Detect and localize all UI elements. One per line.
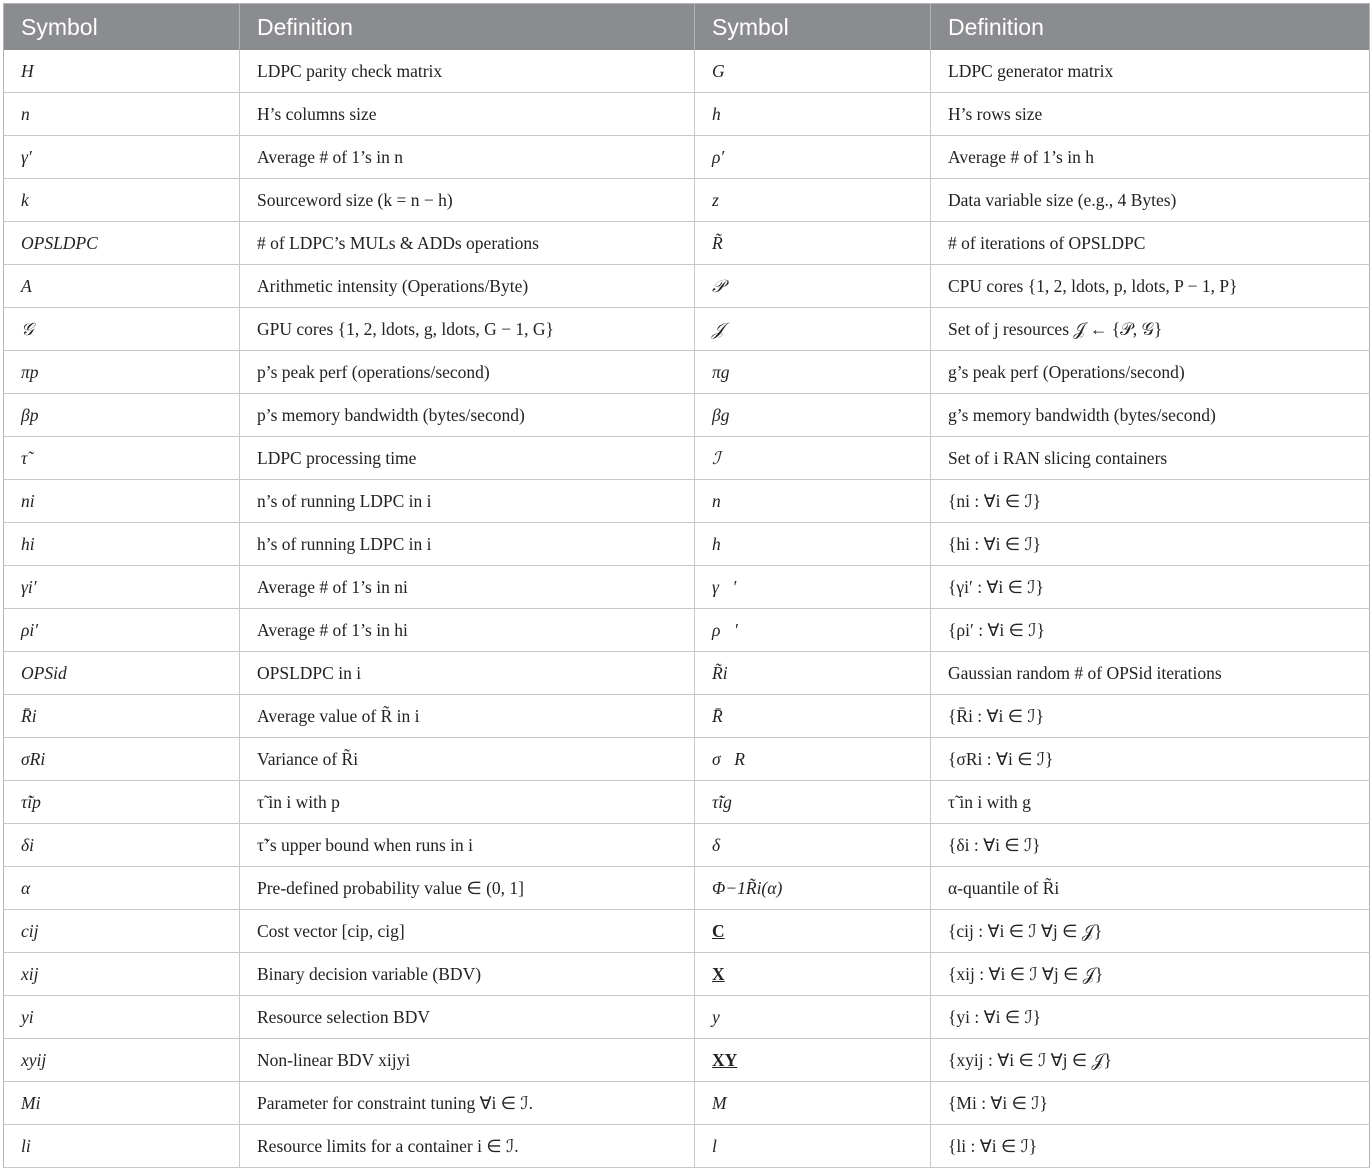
symbol-cell: α bbox=[4, 867, 240, 910]
table-row bbox=[4, 93, 1370, 136]
symbol-cell: γi′ bbox=[4, 566, 240, 609]
definition-cell: τ̃’s upper bound when runs in i bbox=[240, 824, 695, 867]
symbol-cell: ρi′ bbox=[4, 609, 240, 652]
definition-cell: Resource selection BDV bbox=[240, 996, 695, 1039]
symbol-cell: Mi bbox=[4, 1082, 240, 1125]
table-row bbox=[4, 953, 1370, 996]
symbol-cell: γ⃗′ bbox=[695, 566, 931, 609]
definition-cell: {R̄i : ∀i ∈ ℐ} bbox=[931, 695, 1370, 738]
definition-cell: Average # of 1’s in h bbox=[931, 136, 1370, 179]
symbol-cell: ρ′ bbox=[695, 136, 931, 179]
symbol-cell: δ⃗ bbox=[695, 824, 931, 867]
symbol-cell: τ̃ip bbox=[4, 781, 240, 824]
table-row bbox=[4, 910, 1370, 953]
definition-cell: OPSLDPC in i bbox=[240, 652, 695, 695]
definition-cell: {ni : ∀i ∈ ℐ} bbox=[931, 480, 1370, 523]
table-row bbox=[4, 437, 1370, 480]
symbol-cell: δi bbox=[4, 824, 240, 867]
symbol-cell: σRi bbox=[4, 738, 240, 781]
definition-cell: Pre-defined probability value ∈ (0, 1] bbox=[240, 867, 695, 910]
definition-cell: Sourceword size (k = n − h) bbox=[240, 179, 695, 222]
table-row bbox=[4, 824, 1370, 867]
symbol-cell: R̃i bbox=[695, 652, 931, 695]
table-row bbox=[4, 1082, 1370, 1125]
table-row bbox=[4, 179, 1370, 222]
symbol-cell: k bbox=[4, 179, 240, 222]
definition-cell: {xyij : ∀i ∈ ℐ ∀j ∈ 𝒥} bbox=[931, 1039, 1370, 1082]
table-row bbox=[4, 265, 1370, 308]
symbol-cell: cij bbox=[4, 910, 240, 953]
symbol-cell: OPSid bbox=[4, 652, 240, 695]
definition-cell: Data variable size (e.g., 4 Bytes) bbox=[931, 179, 1370, 222]
definition-cell: {γi′ : ∀i ∈ ℐ} bbox=[931, 566, 1370, 609]
symbol-cell: ρ⃗′ bbox=[695, 609, 931, 652]
table-row bbox=[4, 652, 1370, 695]
definition-cell: {yi : ∀i ∈ ℐ} bbox=[931, 996, 1370, 1039]
symbol-cell: πp bbox=[4, 351, 240, 394]
table-row bbox=[4, 781, 1370, 824]
definition-cell: {Mi : ∀i ∈ ℐ} bbox=[931, 1082, 1370, 1125]
symbol-cell: βp bbox=[4, 394, 240, 437]
definition-cell: LDPC parity check matrix bbox=[240, 50, 695, 93]
symbol-cell: A bbox=[4, 265, 240, 308]
definition-cell: GPU cores {1, 2, ldots, g, ldots, G − 1, G} bbox=[240, 308, 695, 351]
symbol-cell: n⃗ bbox=[695, 480, 931, 523]
symbol-cell: n bbox=[4, 93, 240, 136]
symbol-cell: l⃗ bbox=[695, 1125, 931, 1168]
definition-cell: {σRi : ∀i ∈ ℐ} bbox=[931, 738, 1370, 781]
definition-cell: Binary decision variable (BDV) bbox=[240, 953, 695, 996]
definition-cell: H’s columns size bbox=[240, 93, 695, 136]
header-row bbox=[4, 4, 1370, 51]
symbol-cell: z bbox=[695, 179, 931, 222]
header-definition-2: Definition bbox=[931, 4, 1370, 51]
definition-cell: Variance of R̃i bbox=[240, 738, 695, 781]
symbol-cell: C bbox=[695, 910, 931, 953]
table-row bbox=[4, 50, 1370, 93]
definition-cell: Set of i RAN slicing containers bbox=[931, 437, 1370, 480]
definition-cell: {hi : ∀i ∈ ℐ} bbox=[931, 523, 1370, 566]
table-row bbox=[4, 738, 1370, 781]
symbol-cell: 𝒢 bbox=[4, 308, 240, 351]
definition-cell: {cij : ∀i ∈ ℐ ∀j ∈ 𝒥} bbox=[931, 910, 1370, 953]
definition-cell: {xij : ∀i ∈ ℐ ∀j ∈ 𝒥} bbox=[931, 953, 1370, 996]
symbol-cell: xyij bbox=[4, 1039, 240, 1082]
definition-cell: {ρi′ : ∀i ∈ ℐ} bbox=[931, 609, 1370, 652]
definition-cell: Parameter for constraint tuning ∀i ∈ ℐ. bbox=[240, 1082, 695, 1125]
symbol-cell: σ⃗R bbox=[695, 738, 931, 781]
definition-cell: Average # of 1’s in ni bbox=[240, 566, 695, 609]
header-symbol-1: Symbol bbox=[4, 4, 240, 51]
symbol-cell: h⃗ bbox=[695, 523, 931, 566]
definition-cell: Arithmetic intensity (Operations/Byte) bbox=[240, 265, 695, 308]
definition-cell: {δi : ∀i ∈ ℐ} bbox=[931, 824, 1370, 867]
definition-cell: τ̃ in i with p bbox=[240, 781, 695, 824]
table-row bbox=[4, 136, 1370, 179]
definition-cell: Set of j resources 𝒥 ← {𝒫, 𝒢} bbox=[931, 308, 1370, 351]
table-row bbox=[4, 351, 1370, 394]
definition-cell: Gaussian random # of OPSid iterations bbox=[931, 652, 1370, 695]
symbol-cell: τ̃ bbox=[4, 437, 240, 480]
symbol-cell: ni bbox=[4, 480, 240, 523]
definition-cell: τ̃ in i with g bbox=[931, 781, 1370, 824]
table-row bbox=[4, 222, 1370, 265]
symbol-cell: 𝒥 bbox=[695, 308, 931, 351]
definition-cell: Resource limits for a container i ∈ ℐ. bbox=[240, 1125, 695, 1168]
definition-cell: n’s of running LDPC in i bbox=[240, 480, 695, 523]
table-row bbox=[4, 308, 1370, 351]
table-row bbox=[4, 609, 1370, 652]
table-row bbox=[4, 394, 1370, 437]
table-body bbox=[4, 50, 1370, 1168]
definition-cell: Average value of R̃ in i bbox=[240, 695, 695, 738]
table-row bbox=[4, 523, 1370, 566]
header-definition-1: Definition bbox=[240, 4, 695, 51]
symbol-cell: li bbox=[4, 1125, 240, 1168]
symbol-cell: R̄⃗ bbox=[695, 695, 931, 738]
symbol-cell: X bbox=[695, 953, 931, 996]
table-row bbox=[4, 695, 1370, 738]
symbol-cell: H bbox=[4, 50, 240, 93]
symbol-cell: M⃗ bbox=[695, 1082, 931, 1125]
definition-cell: g’s peak perf (Operations/second) bbox=[931, 351, 1370, 394]
symbol-cell: πg bbox=[695, 351, 931, 394]
table-header bbox=[4, 4, 1370, 51]
symbol-cell: G bbox=[695, 50, 931, 93]
definition-cell: CPU cores {1, 2, ldots, p, ldots, P − 1, P} bbox=[931, 265, 1370, 308]
symbol-cell: y⃗ bbox=[695, 996, 931, 1039]
symbol-cell: R̄i bbox=[4, 695, 240, 738]
table-row bbox=[4, 480, 1370, 523]
symbol-definition-table bbox=[3, 3, 1370, 1168]
symbol-cell: Φ−1R̃i(α) bbox=[695, 867, 931, 910]
symbol-cell: γ′ bbox=[4, 136, 240, 179]
definition-cell: Average # of 1’s in n bbox=[240, 136, 695, 179]
definition-cell: H’s rows size bbox=[931, 93, 1370, 136]
symbol-cell: yi bbox=[4, 996, 240, 1039]
symbol-cell: hi bbox=[4, 523, 240, 566]
definition-cell: LDPC processing time bbox=[240, 437, 695, 480]
definition-cell: α-quantile of R̃i bbox=[931, 867, 1370, 910]
symbol-cell: ℐ bbox=[695, 437, 931, 480]
definition-cell: p’s memory bandwidth (bytes/second) bbox=[240, 394, 695, 437]
header-symbol-2: Symbol bbox=[695, 4, 931, 51]
definition-cell: h’s of running LDPC in i bbox=[240, 523, 695, 566]
definition-cell: Average # of 1’s in hi bbox=[240, 609, 695, 652]
definition-cell: Non-linear BDV xijyi bbox=[240, 1039, 695, 1082]
table-row bbox=[4, 1039, 1370, 1082]
table-row bbox=[4, 1125, 1370, 1168]
symbol-cell: h bbox=[695, 93, 931, 136]
definition-cell: p’s peak perf (operations/second) bbox=[240, 351, 695, 394]
symbol-cell: 𝒫 bbox=[695, 265, 931, 308]
symbol-cell: XY bbox=[695, 1039, 931, 1082]
definition-cell: # of LDPC’s MULs & ADDs operations bbox=[240, 222, 695, 265]
definition-cell: # of iterations of OPSLDPC bbox=[931, 222, 1370, 265]
symbol-cell: R̃ bbox=[695, 222, 931, 265]
definition-cell: LDPC generator matrix bbox=[931, 50, 1370, 93]
symbol-cell: βg bbox=[695, 394, 931, 437]
definition-cell: g’s memory bandwidth (bytes/second) bbox=[931, 394, 1370, 437]
definition-cell: Cost vector [cip, cig] bbox=[240, 910, 695, 953]
symbol-cell: xij bbox=[4, 953, 240, 996]
table-row bbox=[4, 996, 1370, 1039]
definition-cell: {li : ∀i ∈ ℐ} bbox=[931, 1125, 1370, 1168]
table-row bbox=[4, 566, 1370, 609]
symbol-cell: OPSLDPC bbox=[4, 222, 240, 265]
symbol-cell: τ̃ig bbox=[695, 781, 931, 824]
table-row bbox=[4, 867, 1370, 910]
